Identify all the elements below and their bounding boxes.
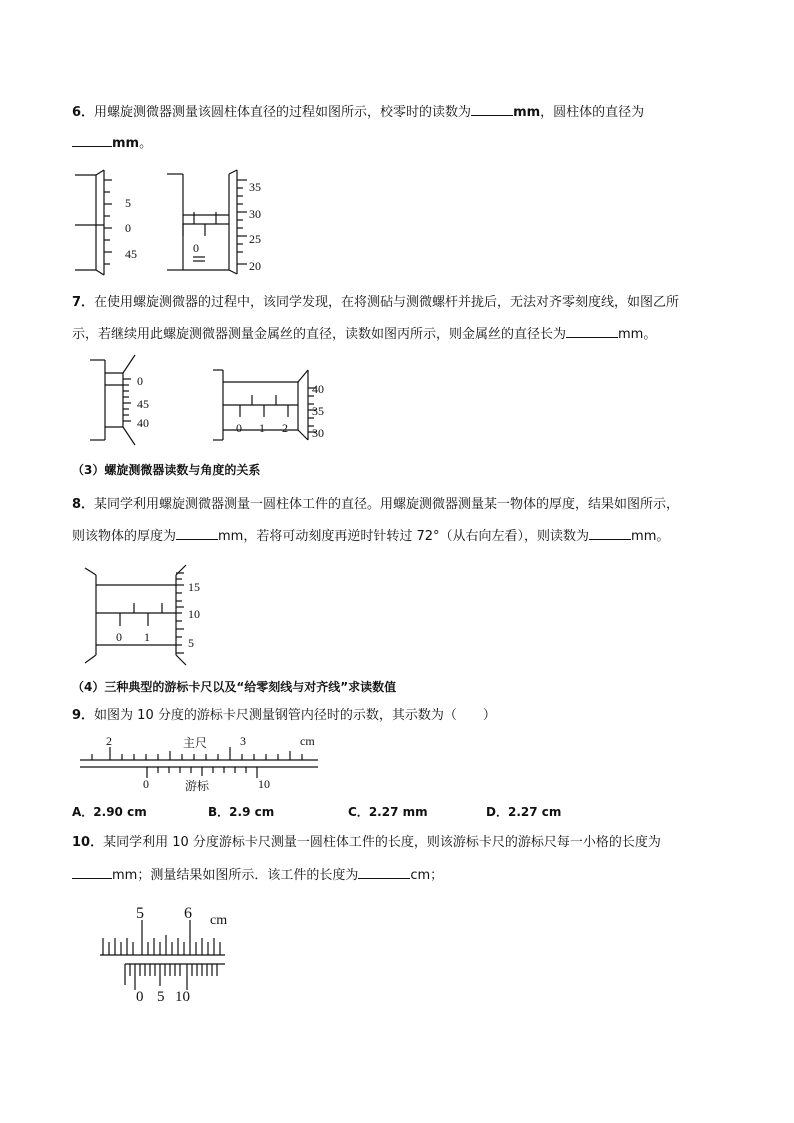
- q6-text-a: 用螺旋测微器测量该圆柱体直径的过程如图所示，校零时的读数为: [94, 105, 472, 120]
- q7-line-2: [72, 325, 656, 344]
- q6-sleeve-label-0: 0: [193, 241, 199, 255]
- q9-option-c-value: 2.27 mm: [368, 805, 428, 819]
- q6-number: 6．: [72, 105, 95, 120]
- q7-text-2b: mm。: [618, 327, 657, 342]
- q9-option-d-value: 2.27 cm: [507, 805, 562, 819]
- q10-blank-1[interactable]: [72, 866, 112, 879]
- q6-line-2: [72, 134, 152, 153]
- q10-text-2b: cm；: [410, 868, 444, 883]
- q10-main-label-5: 5: [136, 905, 144, 922]
- q6-blank-1[interactable]: [471, 103, 513, 116]
- q7-number: 7．: [72, 295, 95, 310]
- q6-left-label-5: 5: [125, 196, 131, 210]
- q9-vernier-label-0: 0: [143, 777, 149, 791]
- q10-text-2a: mm；测量结果如图所示．该工件的长度为: [112, 868, 359, 883]
- section-4-heading: （4）三种典型的游标卡尺以及“给零刻线与对齐线”求读数值: [72, 680, 397, 694]
- q8-sleeve-label-0: 0: [116, 630, 122, 644]
- q9-vernier-scale-label: 游标: [185, 779, 210, 793]
- q9-number: 9．: [72, 708, 95, 723]
- q6-left-label-0: 0: [125, 221, 131, 235]
- q9-option-a[interactable]: [72, 803, 147, 820]
- q8-sleeve-label-1: 1: [144, 630, 150, 644]
- q9-main-scale-label: 主尺: [183, 736, 208, 750]
- q9-line-1: [72, 707, 496, 725]
- q10-vernier-label-5: 5: [157, 989, 165, 1005]
- q9-main-label-2: 2: [106, 734, 112, 748]
- q7-left-label-0: 0: [137, 374, 143, 388]
- q9-option-c[interactable]: [348, 803, 428, 820]
- q6-unit-a: mm: [513, 105, 541, 120]
- q7-line-1: [72, 294, 679, 312]
- q9-caliper-figure: [80, 733, 325, 795]
- q9-text: 如图为 10 分度的游标卡尺测量钢管内径时的示数，其示数为（ ）: [94, 708, 496, 723]
- q7-text-1: 在使用螺旋测微器的过程中，该同学发现，在将测砧与测微螺杆并拢后，无法对齐零刻度线，如图乙所: [94, 295, 680, 310]
- q8-blank-2[interactable]: [589, 527, 631, 540]
- q7-micrometer-zero-figure: [85, 355, 185, 445]
- q9-vernier-label-10: 10: [258, 777, 270, 791]
- q7-thimble-label-35: 35: [312, 404, 324, 418]
- q8-number: 8．: [72, 497, 95, 512]
- q9-option-b[interactable]: [208, 803, 274, 820]
- q7-blank-1[interactable]: [566, 325, 618, 338]
- q9-option-d[interactable]: [486, 803, 561, 820]
- q6-unit-b: mm: [112, 136, 140, 151]
- q8-micrometer-figure: [80, 563, 210, 668]
- q8-thimble-label-5: 5: [188, 636, 194, 650]
- q10-unit-cm: cm: [210, 913, 228, 928]
- q8-text-2c: mm。: [631, 529, 670, 544]
- q8-line-1: [72, 496, 679, 514]
- q8-text-2a: 则该物体的厚度为: [72, 529, 177, 544]
- q9-main-label-3: 3: [240, 734, 246, 748]
- q7-thimble-label-30: 30: [312, 426, 324, 440]
- q7-left-label-40: 40: [137, 416, 149, 430]
- q8-text-2b: mm，若将可动刻度再逆时针转过 72°（从右向左看），则读数为: [218, 529, 590, 544]
- q10-number: 10．: [72, 835, 104, 850]
- q10-text-1: 某同学利用 10 分度游标卡尺测量一圆柱体工件的长度，则该游标卡尺的游标尺每一小格的长度为: [103, 835, 661, 850]
- q10-line-2: [72, 866, 443, 885]
- q8-text-1: 某同学利用螺旋测微器测量一圆柱体工件的直径。用螺旋测微器测量某一物体的厚度，结果如图所示，: [94, 497, 680, 512]
- q7-text-2a: 示，若继续用此螺旋测微器测量金属丝的直径，读数如图丙所示，则金属丝的直径长为: [72, 327, 567, 342]
- q7-micrometer-reading-figure: [208, 360, 333, 445]
- q10-caliper-figure: [100, 900, 240, 1005]
- q9-option-b-key: B．: [208, 805, 230, 819]
- q8-line-2: [72, 527, 669, 546]
- q9-option-c-key: C．: [348, 805, 369, 819]
- q6-thimble-label-35: 35: [249, 180, 261, 194]
- q8-blank-1[interactable]: [176, 527, 218, 540]
- q9-option-a-key: A．: [72, 805, 94, 819]
- q6-micrometer-zero-figure: [70, 170, 150, 275]
- q10-vernier-label-0: 0: [136, 989, 144, 1005]
- q8-thimble-label-10: 10: [188, 607, 200, 621]
- q7-sleeve-label-1: 1: [259, 421, 265, 435]
- q9-option-a-value: 2.90 cm: [93, 805, 147, 819]
- q6-thimble-label-20: 20: [249, 259, 261, 273]
- q7-sleeve-label-0: 0: [236, 421, 242, 435]
- q6-thimble-label-30: 30: [249, 207, 261, 221]
- q6-text-b: ，圆柱体的直径为: [540, 105, 645, 120]
- q6-micrometer-reading-figure: [165, 172, 275, 274]
- q10-line-1: [72, 834, 661, 852]
- q6-left-label-45: 45: [125, 247, 137, 261]
- section-3-heading: （3）螺旋测微器读数与角度的关系: [72, 463, 261, 477]
- q9-option-b-value: 2.9 cm: [229, 805, 275, 819]
- q6-thimble-label-25: 25: [249, 232, 261, 246]
- q10-blank-2[interactable]: [358, 866, 410, 879]
- q10-main-label-6: 6: [184, 905, 192, 922]
- q6-blank-2[interactable]: [72, 134, 112, 147]
- q8-thimble-label-15: 15: [188, 580, 200, 594]
- q6-line-1: [72, 103, 644, 122]
- q9-option-d-key: D．: [486, 805, 508, 819]
- q7-left-label-45: 45: [137, 397, 149, 411]
- q6-end: 。: [139, 136, 153, 151]
- q9-unit-cm: cm: [300, 734, 315, 748]
- q7-sleeve-label-2: 2: [282, 421, 288, 435]
- q7-thimble-label-40: 40: [312, 382, 324, 396]
- q10-vernier-label-10: 10: [175, 989, 190, 1005]
